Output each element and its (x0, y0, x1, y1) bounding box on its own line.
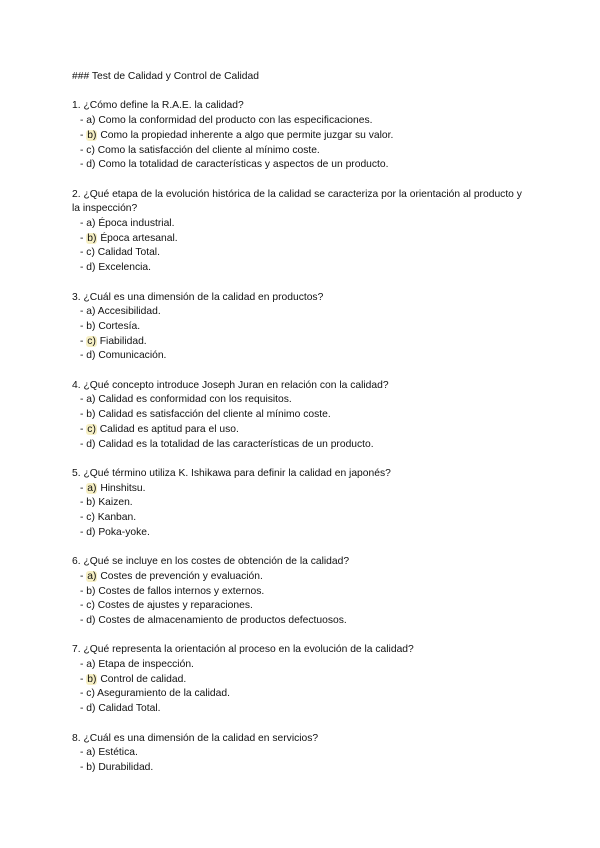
answer-text: Calidad es la totalidad de las características de un producto. (95, 438, 374, 450)
question-number: 5. (72, 467, 81, 479)
answer-option (72, 599, 532, 614)
answer-text: Costes de ajustes y reparaciones. (94, 600, 253, 612)
answer-options (72, 114, 532, 173)
answer-option (72, 114, 532, 129)
answer-option (72, 393, 532, 408)
question-text (72, 379, 532, 394)
answer-text: Calidad es satisfacción del cliente al mínimo coste. (95, 409, 331, 421)
question-text (72, 555, 532, 570)
question-number: 4. (72, 379, 81, 391)
answer-option (72, 482, 532, 497)
answer-text: Calidad Total. (94, 247, 160, 259)
question-label: ¿Qué término utiliza K. Ishikawa para definir la calidad en japonés? (83, 467, 391, 479)
bullet-dash: - (80, 570, 87, 582)
answer-option (72, 526, 532, 541)
answer-text: Costes de prevención y evaluación. (97, 570, 263, 582)
question-item (72, 467, 532, 541)
answer-text: Estética. (95, 747, 138, 759)
answer-text: Fiabilidad. (96, 335, 147, 347)
question-number: 8. (72, 732, 81, 744)
question-text (72, 732, 532, 747)
answer-text: Como la propiedad inherente a algo que permite juzgar su valor. (97, 129, 394, 141)
answer-letter: a) (86, 218, 96, 229)
question-text (72, 188, 532, 217)
question-number: 6. (72, 556, 81, 568)
answer-option (72, 349, 532, 364)
answer-letter: a) (86, 747, 96, 759)
answer-letter: a) (86, 659, 96, 671)
bullet-dash: - (80, 761, 87, 773)
answer-text: Kaizen. (95, 497, 133, 509)
bullet-dash: - (80, 232, 87, 244)
answer-option (72, 438, 532, 453)
answer-option (72, 746, 532, 761)
answer-option (72, 408, 532, 423)
answer-text: Comunicación. (95, 350, 167, 362)
bullet-dash: - (80, 247, 87, 259)
question-number: 1. (72, 100, 81, 112)
answer-option (72, 423, 532, 438)
bullet-dash: - (80, 262, 87, 274)
answer-option (72, 585, 532, 600)
bullet-dash: - (80, 144, 87, 156)
answer-letter: d) (86, 703, 96, 715)
answer-options (72, 482, 532, 541)
bullet-dash: - (80, 129, 87, 141)
answer-letter: d) (86, 262, 96, 274)
question-item (72, 99, 532, 173)
answer-letter: c) (86, 600, 95, 612)
answer-letter: a) (86, 394, 96, 406)
question-text (72, 291, 532, 306)
question-item (72, 188, 532, 276)
bullet-dash: - (80, 673, 87, 685)
answer-letter: c) (86, 144, 95, 156)
question-label: ¿Qué concepto introduce Joseph Juran en relación con la calidad? (83, 379, 389, 391)
question-item (72, 643, 532, 717)
answer-letter: d) (86, 526, 96, 538)
answer-option (72, 217, 532, 232)
answer-letter: b) (86, 497, 96, 509)
answer-option (72, 320, 532, 335)
answer-letter: b) (86, 409, 96, 421)
answer-text: Como la totalidad de características y aspectos de un producto. (95, 159, 389, 171)
answer-option (72, 129, 532, 144)
bullet-dash: - (80, 688, 87, 700)
answer-letter-highlighted: b) (87, 673, 97, 685)
answer-text: Etapa de inspección. (95, 659, 194, 671)
answer-option (72, 335, 532, 350)
answer-option (72, 158, 532, 173)
bullet-dash: - (80, 320, 87, 332)
bullet-dash: - (80, 438, 87, 450)
question-item (72, 555, 532, 629)
bullet-dash: - (80, 218, 87, 229)
answer-text: Kanban. (94, 512, 137, 524)
question-text (72, 643, 532, 658)
question-label: ¿Cómo define la R.A.E. la calidad? (83, 100, 244, 112)
answer-letter: d) (86, 438, 96, 450)
answer-text: Hinshitsu. (97, 482, 146, 494)
bullet-dash: - (80, 600, 87, 612)
answer-options (72, 746, 532, 775)
question-number: 3. (72, 291, 81, 303)
answer-text: Como la conformidad del producto con las especificaciones. (95, 115, 373, 127)
bullet-dash: - (80, 747, 87, 759)
answer-letter-highlighted: b) (87, 129, 97, 141)
question-item (72, 291, 532, 365)
answer-letter: a) (86, 115, 96, 127)
question-text (72, 99, 532, 114)
answer-option (72, 673, 532, 688)
answer-letter: b) (86, 320, 96, 332)
answer-text: Calidad es aptitud para el uso. (96, 423, 239, 435)
answer-option (72, 614, 532, 629)
answer-letter-highlighted: b) (87, 232, 97, 244)
answer-text: Excelencia. (95, 262, 151, 274)
answer-options (72, 570, 532, 629)
answer-letter-highlighted: c) (87, 335, 96, 347)
bullet-dash: - (80, 409, 87, 421)
question-label: ¿Cuál es una dimensión de la calidad en productos? (83, 291, 324, 303)
answer-options (72, 658, 532, 717)
answer-option (72, 511, 532, 526)
question-item (72, 732, 532, 776)
answer-options (72, 305, 532, 364)
answer-text: Época artesanal. (97, 232, 178, 244)
document-body (72, 70, 532, 790)
answer-letter: b) (86, 585, 96, 597)
answer-text: Calidad es conformidad con los requisitos. (95, 394, 292, 406)
question-text (72, 467, 532, 482)
answer-letter: d) (86, 350, 96, 362)
answer-option (72, 496, 532, 511)
answer-text: Costes de almacenamiento de productos defectuosos. (95, 614, 347, 626)
answer-letter: c) (86, 247, 95, 259)
question-label: ¿Qué etapa de la evolución histórica de la calidad se caracteriza por la orientación al producto y la inspección? (72, 188, 522, 215)
answer-text: Durabilidad. (95, 761, 154, 773)
answer-option (72, 232, 532, 247)
answer-letter-highlighted: a) (87, 570, 97, 582)
bullet-dash: - (80, 482, 87, 494)
answer-text: Accesibilidad. (95, 306, 161, 318)
answer-text: Aseguramiento de la calidad. (94, 688, 230, 700)
bullet-dash: - (80, 115, 87, 127)
answer-text: Calidad Total. (95, 703, 161, 715)
answer-letter: c) (86, 688, 95, 700)
answer-option (72, 687, 532, 702)
answer-option (72, 246, 532, 261)
answer-option (72, 761, 532, 776)
answer-text: Época industrial. (95, 218, 175, 229)
bullet-dash: - (80, 423, 87, 435)
bullet-dash: - (80, 159, 87, 171)
bullet-dash: - (80, 526, 87, 538)
answer-text: Costes de fallos internos y externos. (95, 585, 265, 597)
answer-options (72, 393, 532, 452)
answer-text: Como la satisfacción del cliente al mínimo coste. (94, 144, 320, 156)
answer-option (72, 570, 532, 585)
answer-letter: d) (86, 159, 96, 171)
bullet-dash: - (80, 306, 87, 318)
answer-option (72, 658, 532, 673)
answer-option (72, 305, 532, 320)
answer-letter-highlighted: a) (87, 482, 97, 494)
bullet-dash: - (80, 585, 87, 597)
bullet-dash: - (80, 497, 87, 509)
answer-letter: d) (86, 614, 96, 626)
bullet-dash: - (80, 703, 87, 715)
bullet-dash: - (80, 335, 87, 347)
question-label: ¿Cuál es una dimensión de la calidad en servicios? (83, 732, 319, 744)
answer-letter: c) (86, 512, 95, 524)
bullet-dash: - (80, 659, 87, 671)
answer-text: Poka-yoke. (95, 526, 150, 538)
question-label: ¿Qué se incluye en los costes de obtención de la calidad? (83, 556, 350, 568)
answer-option (72, 702, 532, 717)
question-label: ¿Qué representa la orientación al proceso en la evolución de la calidad? (83, 644, 414, 656)
question-number: 7. (72, 644, 81, 656)
document-heading: ### Test de Calidad y Control de Calidad (72, 71, 259, 82)
answer-letter: b) (86, 761, 96, 773)
answer-options (72, 217, 532, 276)
question-list (72, 99, 532, 775)
answer-text: Cortesía. (95, 320, 141, 332)
bullet-dash: - (80, 350, 87, 362)
answer-option (72, 261, 532, 276)
question-item (72, 379, 532, 453)
answer-letter-highlighted: c) (87, 423, 96, 435)
answer-letter: a) (86, 306, 96, 318)
bullet-dash: - (80, 614, 87, 626)
question-number: 2. (72, 188, 81, 200)
bullet-dash: - (80, 394, 87, 406)
answer-option (72, 144, 532, 159)
answer-text: Control de calidad. (97, 673, 187, 685)
bullet-dash: - (80, 512, 87, 524)
